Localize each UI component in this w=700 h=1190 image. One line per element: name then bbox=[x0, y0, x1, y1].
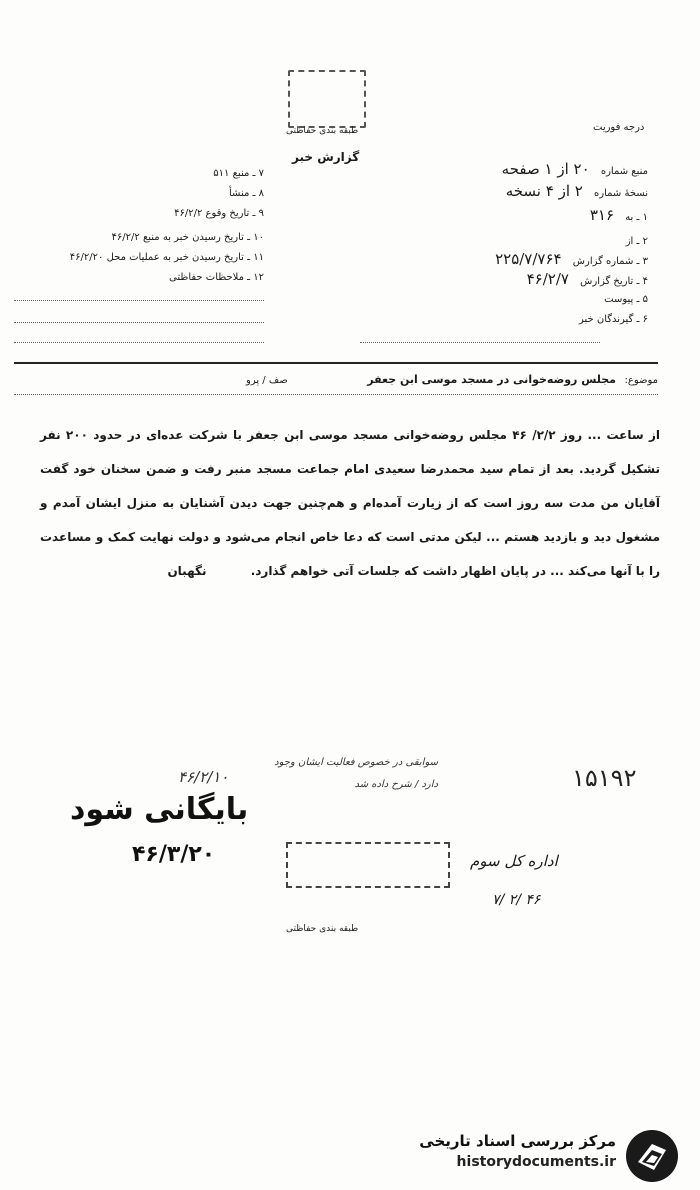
left-field-occurrence-date bbox=[14, 208, 264, 219]
handwritten-note: سوابقی در خصوص فعالیت ایشان وجود دارد / شرح داده شد bbox=[274, 757, 438, 790]
watermark-footer bbox=[400, 1126, 694, 1186]
archive-date: ۴۶/۳/۲۰ bbox=[132, 842, 216, 867]
signature-date: ۷/ ۲/ ۴۶ bbox=[492, 892, 541, 908]
dotted-line bbox=[14, 394, 658, 395]
field-value: ۴۶/۲/۲ bbox=[111, 232, 140, 243]
dotted-line bbox=[14, 322, 264, 323]
dotted-line bbox=[360, 342, 600, 343]
footer-title: مرکز بررسی اسناد تاریخی bbox=[419, 1132, 616, 1150]
subject-label: موضوع: bbox=[624, 375, 658, 386]
signature-name: اداره کل سوم bbox=[470, 852, 558, 870]
top-stamp-label: طبقه بندی حفاظتی bbox=[286, 126, 359, 136]
report-title: گزارش خبر bbox=[292, 150, 360, 164]
field-label: ۱۱ ـ تاریخ رسیدن خبر به عملیات محل bbox=[106, 252, 264, 263]
right-field-report-date bbox=[398, 270, 648, 288]
footer-url: historydocuments.ir bbox=[456, 1154, 616, 1170]
field-label: ۱۰ ـ تاریخ رسیدن خبر به منبع bbox=[142, 232, 264, 243]
field-value: ۲۲۵/۷/۷۶۴ bbox=[495, 250, 562, 268]
classification-stamp-top bbox=[288, 70, 366, 128]
left-field-source bbox=[14, 168, 264, 179]
right-field-from bbox=[398, 230, 648, 248]
field-value: ۴۶/۲/۲۰ bbox=[69, 252, 104, 263]
bottom-stamp-label: طبقه بندی حفاظتی bbox=[286, 924, 359, 934]
field-label: ۶ ـ گیرندگان خبر bbox=[578, 314, 648, 325]
field-label: ۸ ـ منشأ bbox=[228, 188, 264, 199]
field-label: ۵ ـ پیوست bbox=[604, 294, 648, 305]
archive-instruction: بایگانی شود bbox=[70, 792, 249, 827]
right-field-attachment bbox=[398, 294, 648, 305]
right-field-copy bbox=[398, 182, 648, 200]
dotted-line bbox=[14, 342, 264, 343]
priority-label: درجه فوریت bbox=[593, 122, 645, 133]
field-label: ۱۲ ـ ملاحظات حفاظتی bbox=[169, 272, 264, 283]
right-field-recipients bbox=[398, 314, 648, 325]
field-value: ۴۶/۲/۷ bbox=[526, 270, 569, 288]
dotted-line bbox=[14, 300, 264, 301]
left-field-source-received-date bbox=[14, 232, 264, 243]
field-label: منبع شماره bbox=[600, 166, 648, 177]
right-field-source bbox=[398, 160, 648, 178]
subject-text: مجلس روضه‌خوانی در مسجد موسی ابن جعفر bbox=[367, 373, 616, 386]
field-label: ۷ ـ منبع bbox=[232, 168, 264, 179]
handwritten-number: ۱۵۱۹۲ bbox=[572, 764, 637, 792]
field-value: ۲ از ۴ نسخه bbox=[505, 182, 583, 200]
left-field-security-notes bbox=[14, 272, 264, 283]
classification-stamp-bottom bbox=[286, 842, 450, 888]
reporter-signature: نگهبان bbox=[167, 564, 207, 578]
report-body-text: از ساعت ... روز ۲/۲/ ۴۶ مجلس روضه‌خوانی مسجد موسی ابن جعفر با شرکت عده‌ای در حدود ۲۰۰ نفر تشکیل گردید. بعد از تمام سید محمدرضا سعیدی امام جماعت مسجد منبر رفت و ضمن سخنان خود گفت آقایان من مدت سه روز است که از زیارت آمده‌ام و هم‌چنین جهت دیدن آشنایان به منزل ایشان آمدم و مشغول دید و بازدید هستم ... لیکن مدتی است که دعا خاص انجام می‌شود و دولت نهایت کمک و مساعدت را با آنها می‌کند ... در پایان اظهار داشت که جلسات آتی خواهم گذارد. bbox=[40, 428, 660, 578]
document-center-logo-icon bbox=[624, 1128, 680, 1184]
left-field-ops-received-date bbox=[14, 252, 264, 263]
field-label: ۴ ـ تاریخ گزارش bbox=[580, 276, 648, 287]
field-label: ۲ ـ از bbox=[625, 236, 648, 247]
field-value: ۴۶/۲/۲ bbox=[174, 208, 203, 219]
field-value: ۵۱۱ bbox=[213, 168, 230, 179]
report-body bbox=[40, 418, 660, 588]
left-field-origin bbox=[14, 188, 264, 199]
field-label: نسخهٔ شماره bbox=[594, 188, 648, 199]
field-label: ۹ ـ تاریخ وقوع bbox=[205, 208, 264, 219]
field-label: ۱ ـ به bbox=[625, 212, 648, 223]
field-label: ۳ ـ شماره گزارش bbox=[572, 256, 648, 267]
field-value: ۳۱۶ bbox=[589, 206, 614, 224]
field-value: ۲۰ از ۱ صفحه bbox=[501, 160, 590, 178]
handwritten-small-date: ۴۶/۲/۱۰ bbox=[178, 768, 229, 786]
right-field-report-number bbox=[398, 250, 648, 268]
page-label: صف / پرو bbox=[246, 375, 288, 386]
section-divider bbox=[14, 362, 658, 364]
right-field-to bbox=[398, 206, 648, 224]
